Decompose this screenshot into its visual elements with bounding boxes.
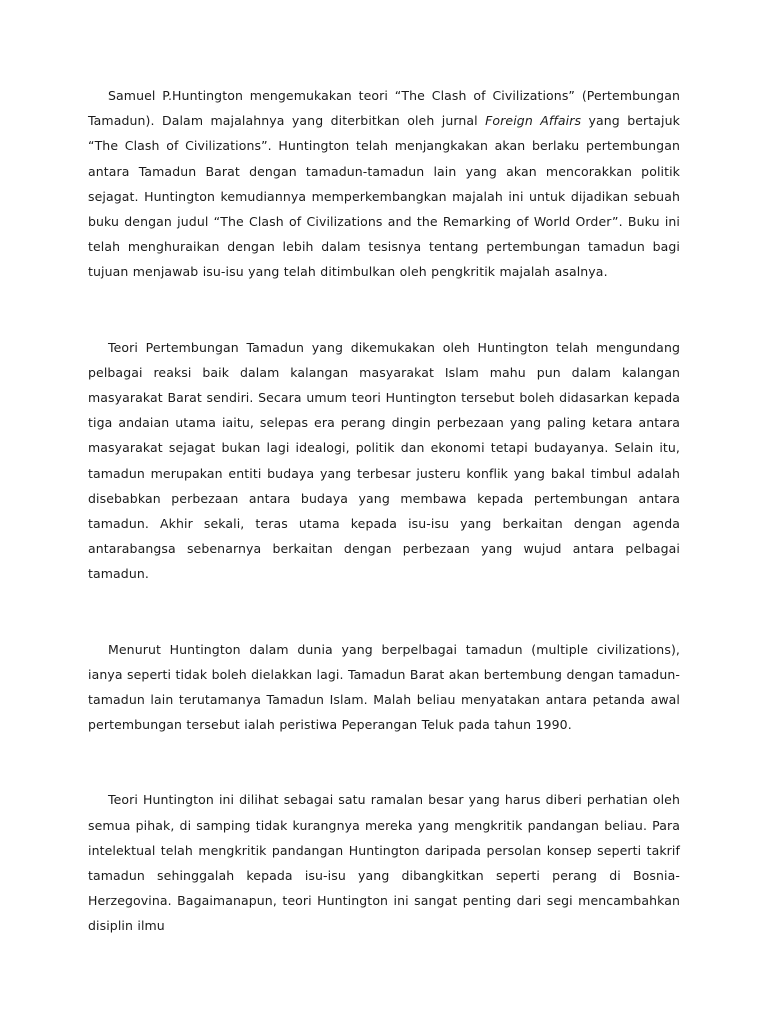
paragraph-1-text-after: yang bertajuk “The Clash of Civilizations”. Huntington telah menjangkakan akan berlaku pertembungan antara Tamadun Barat dengan tamadun-tamadun lain yang akan mencorakkan politik sejagat. Huntington kemudiannya memperkembangkan majalah ini untuk dijadikan sebuah buku dengan judul “The Clash of Civilizations and the Remarking of World Order”. Buku ini telah menghuraikan dengan lebih dalam tesisnya tentang pertembungan tamadun bagi tujuan menjawab isu-isu yang telah ditimbulkan oleh pengkritik majalah asalnya.: [88, 113, 680, 280]
journal-title-italic: Foreign Affairs: [485, 113, 582, 129]
paragraph-4: Teori Huntington ini dilihat sebagai satu ramalan besar yang harus diberi perhatian oleh semua pihak, di samping tidak kurangnya mereka yang mengkritik pandangan beliau. Para intelektual telah mengkritik pandangan Huntington daripada persolan konsep seperti takrif tamadun sehinggalah kepada isu-isu yang dibangkitkan seperti perang di Bosnia-Herzegovina. Bagaimanapun, teori Huntington ini sangat penting dari segi mencambahkan disiplin ilmu: [88, 792, 680, 934]
paragraph-1-text-before: Samuel P.Huntington mengemukakan teori “The Clash of Civilizations” (Pertembungan Tamadun). Dalam majalahnya yang diterbitkan oleh jurnal: [88, 88, 680, 129]
paragraph-1: [88, 83, 680, 285]
paragraph-2: Teori Pertembungan Tamadun yang dikemukakan oleh Huntington telah mengundang pelbagai reaksi baik dalam kalangan masyarakat Islam mahu pun dalam kalangan masyarakat Barat sendiri. Secara umum teori Huntington tersebut boleh didasarkan kepada tiga andaian utama iaitu, selepas era perang dingin perbezaan yang paling ketara antara masyarakat sejagat bukan lagi idealogi, politik dan ekonomi tetapi budayanya. Selain itu, tamadun merupakan entiti budaya yang terbesar justeru konflik yang bakal timbul adalah disebabkan perbezaan antara budaya yang membawa kepada pertembungan antara tamadun. Akhir sekali, teras utama kepada isu-isu yang berkaitan dengan agenda antarabangsa sebenarnya berkaitan dengan perbezaan yang wujud antara pelbagai tamadun.: [88, 339, 680, 582]
paragraph-3: Menurut Huntington dalam dunia yang berpelbagai tamadun (multiple civilizations), ianya seperti tidak boleh dielakkan lagi. Tamadun Barat akan bertembung dengan tamadun-tamadun lain terutamanya Tamadun Islam. Malah beliau menyatakan antara petanda awal pertembungan tersebut ialah peristiwa Peperangan Teluk pada tahun 1990.: [88, 641, 680, 733]
